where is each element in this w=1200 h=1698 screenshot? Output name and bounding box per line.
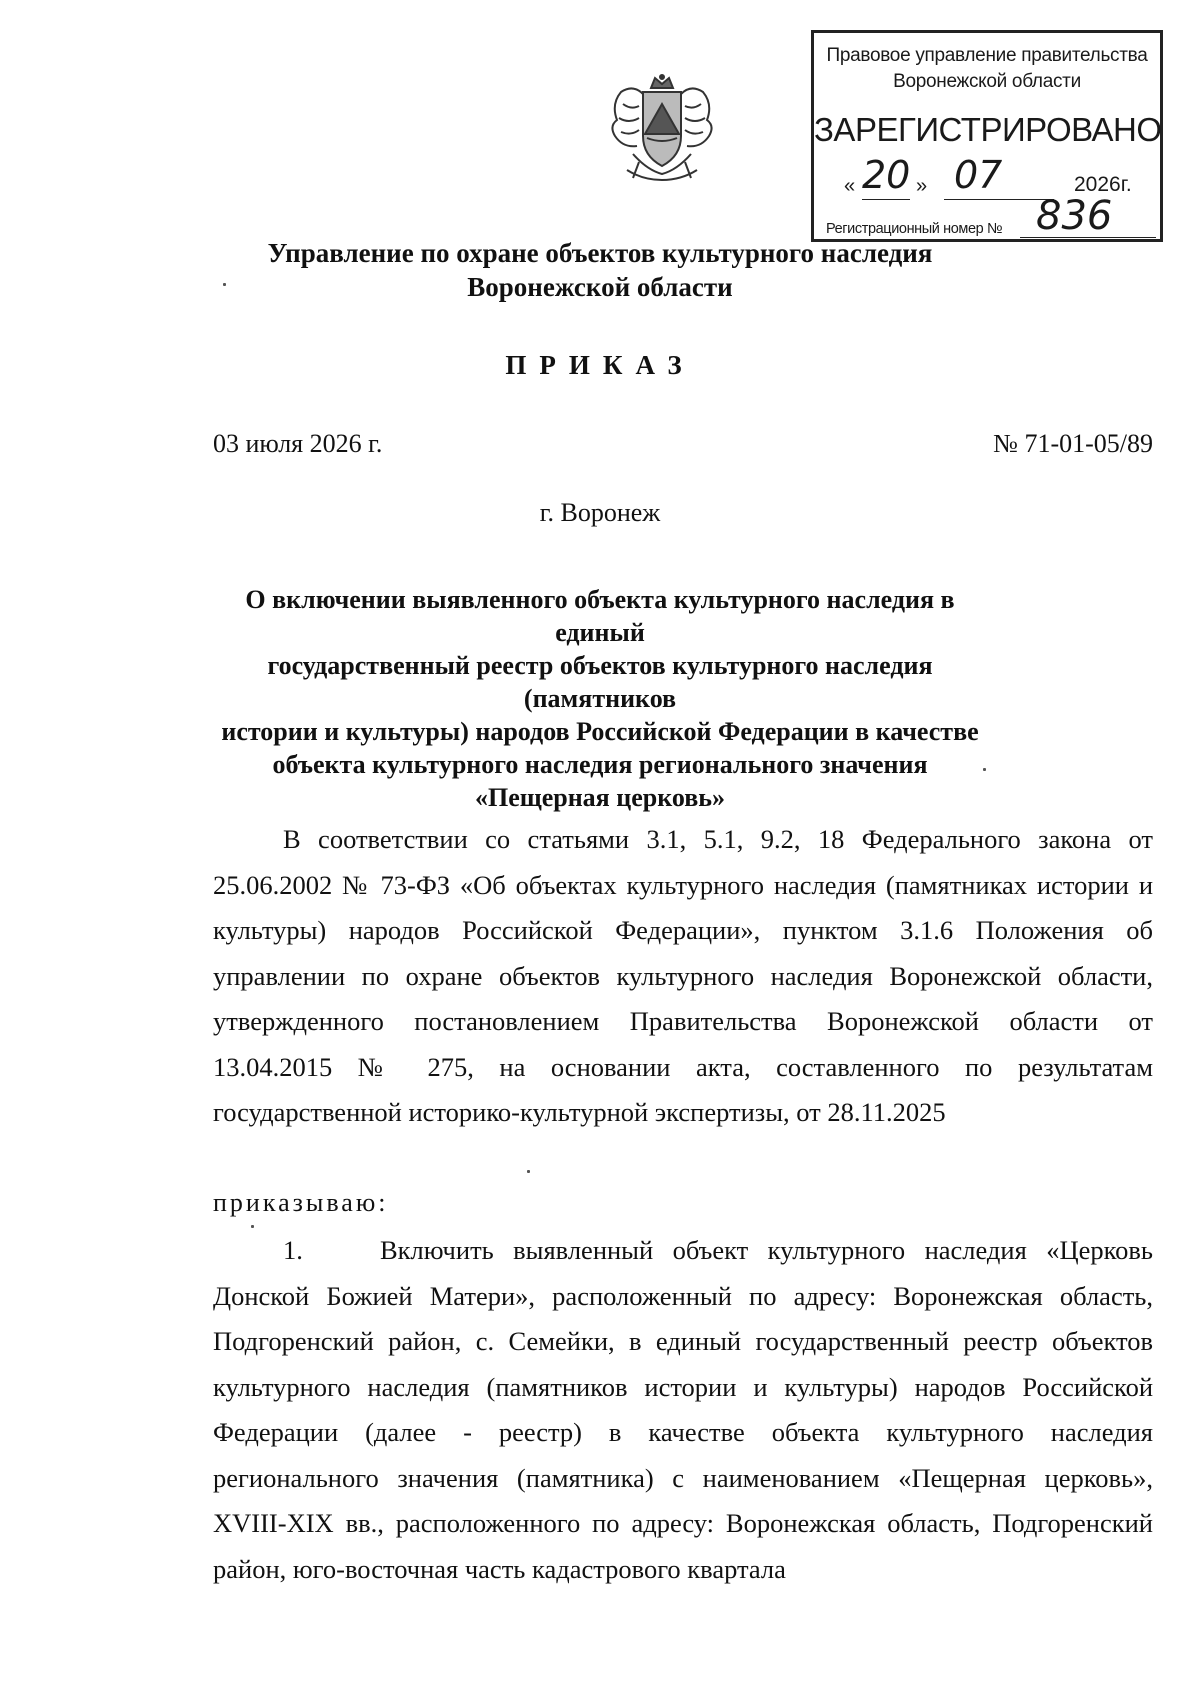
registration-stamp bbox=[811, 30, 1163, 242]
stamp-reg-number: 836 bbox=[1036, 193, 1113, 239]
scan-speck bbox=[251, 1225, 254, 1228]
subject-line: истории и культуры) народов Российской Федерации в качестве bbox=[221, 717, 979, 746]
stamp-year: 2026г. bbox=[1074, 173, 1132, 196]
coat-of-arms-icon bbox=[603, 74, 721, 182]
stamp-authority-line1: Правовое управление правительства bbox=[826, 45, 1148, 66]
organization-name-line2: Воронежской области bbox=[467, 272, 733, 302]
stamp-quote-close: » bbox=[916, 175, 928, 197]
stamp-quote-open: « bbox=[844, 175, 856, 197]
stamp-authority-line2: Воронежской области bbox=[893, 71, 1081, 92]
stamp-month: 07 bbox=[954, 153, 1003, 197]
item-number: 1. bbox=[283, 1235, 303, 1265]
stamp-registered-label: ЗАРЕГИСТРИРОВАНО bbox=[814, 111, 1162, 148]
order-item-1 bbox=[213, 1228, 1153, 1592]
subject-line: государственный реестр объектов культурного наследия (памятников bbox=[267, 651, 933, 713]
subject-line: О включении выявленного объекта культурного наследия в единый bbox=[245, 585, 955, 647]
document-title: ПРИКАЗ bbox=[505, 350, 695, 380]
item-text: Включить выявленный объект культурного наследия «Церковь Донской Божией Матери», расположенный по адресу: Воронежская область, Подгоренский район, с. Семейки, в единый государственный реестр объектов культурного наследия (памятников истории и культуры) народов Российской Федерации (далее - реестр) в качестве объекта культурного наследия регионального значения (памятника) с наименованием «Пещерная церковь», XVIII-XIX вв., расположенного по адресу: Воронежская область, Подгоренский район, юго-восточная часть кадастрового квартала bbox=[213, 1235, 1153, 1584]
order-word: приказываю: bbox=[213, 1188, 389, 1217]
scan-speck bbox=[983, 768, 986, 771]
document-date: 03 июля 2026 г. bbox=[213, 429, 383, 458]
organization-name-line1: Управление по охране объектов культурного наследия bbox=[267, 238, 933, 268]
subject-line: объекта культурного наследия регионального значения bbox=[272, 750, 928, 779]
scan-speck bbox=[527, 1170, 530, 1173]
document-number: № 71-01-05/89 bbox=[993, 429, 1153, 458]
scan-speck bbox=[223, 283, 226, 286]
stamp-reg-number-label: Регистрационный номер № bbox=[826, 221, 1003, 237]
stamp-day-underline bbox=[862, 199, 910, 200]
stamp-day: 20 bbox=[862, 153, 911, 197]
subject-line: «Пещерная церковь» bbox=[474, 783, 726, 812]
document-subject bbox=[200, 583, 1000, 814]
document-city: г. Воронеж bbox=[539, 498, 661, 527]
preamble-paragraph: В соответствии со статьями 3.1, 5.1, 9.2, 18 Федерального закона от 25.06.2002 № 73-ФЗ «Об объектах культурного наследия (памятниках истории и культуры) народов Российской Федерации», пунктом 3.1.6 Положения об управлении по охране объектов культурного наследия Воронежской области, утвержденного постановлением Правительства Воронежской области от 13.04.2015 № 275, на основании акта, составленного по результатам государственной историко-культурной экспертизы, от 28.11.2025 bbox=[213, 824, 1153, 1127]
